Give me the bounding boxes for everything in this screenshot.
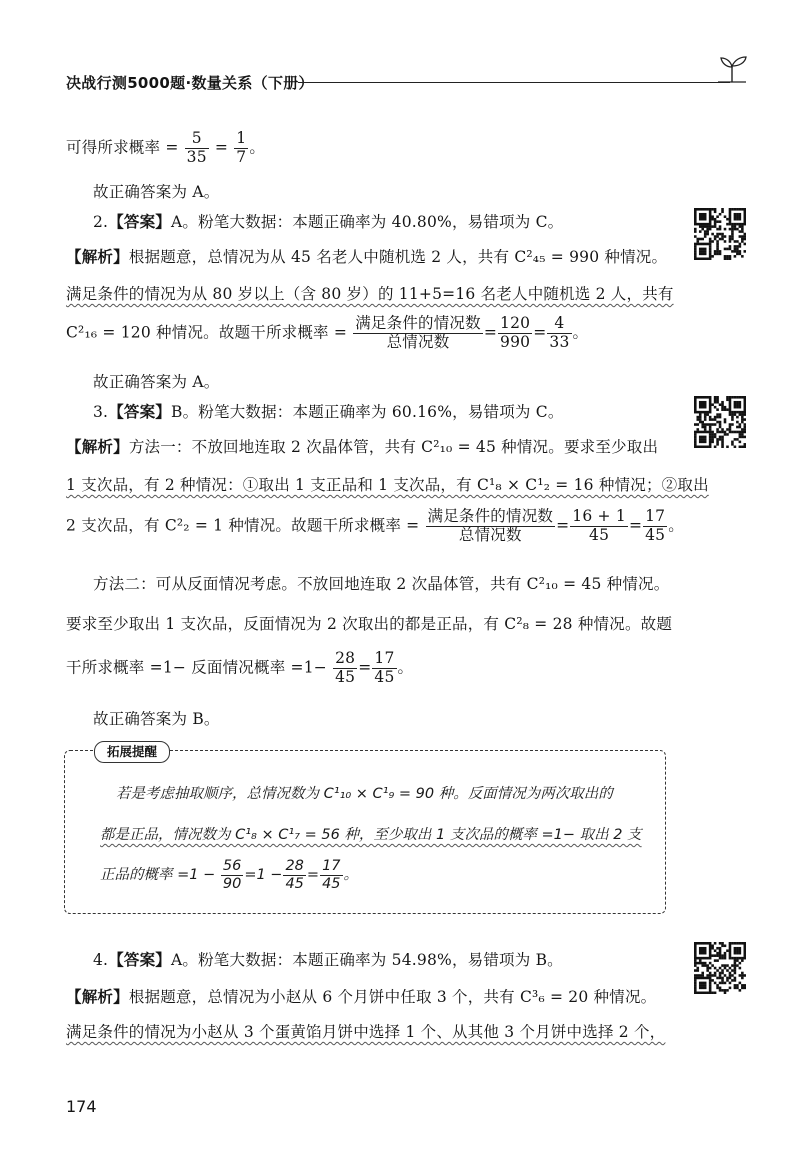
fraction: $\frac{\text{满足条件的情况数}}{\text{总情况数}}$: [427, 507, 554, 544]
fraction: $\frac{1}{7}$: [236, 129, 247, 166]
fraction: $\frac{17}{45}$: [322, 858, 341, 892]
fraction: $\frac{16 + 1}{45}$: [572, 507, 626, 544]
note-line: 正品的概率 =1 − $\frac{56}{90}$ =1 − $\frac{28}{45}$ = $\frac{17}{45}$ 。: [100, 858, 359, 892]
q4-analysis-line: 满足条件的情况为小赵从 3 个蛋黄馅月饼中选择 1 个、从其他 3 个月饼中选择 2 个，: [66, 1023, 666, 1041]
page-number: 174: [66, 1097, 97, 1116]
q3-analysis-line: 干所求概率 =1− 反面情况概率 =1− $\frac{28}{45}$ = $\frac{17}{45}$ 。: [66, 649, 414, 686]
fraction: $\frac{4}{33}$: [549, 314, 570, 351]
fraction: $\frac{120}{990}$: [500, 314, 531, 351]
q3-analysis-line: 要求至少取出 1 支次品，反面情况为 2 次取出的都是正品，有 C²₈ = 28 种情况。故题: [66, 615, 673, 633]
q3-answer-head: 3.【答案】B。粉笔大数据：本题正确率为 60.16%，易错项为 C。: [93, 402, 564, 421]
answer-line: 故正确答案为 A。: [93, 373, 220, 391]
note-line: 都是正品，情况数为 C¹₈ × C¹₇ = 56 种，至少取出 1 支次品的概率 =1− 取出 2 支: [100, 827, 642, 843]
q2-answer-head: 2.【答案】A。粉笔大数据：本题正确率为 40.80%，易错项为 C。: [93, 212, 564, 231]
qr-code-icon[interactable]: [694, 396, 746, 448]
fraction: $\frac{\text{满足条件的情况数}}{\text{总情况数}}$: [355, 314, 481, 351]
q2-analysis-line: C²₁₆ = 120 种情况。故题干所求概率 = $\frac{\text{满足条件的情况数}}{\text{总情况数}}$ = $\frac{120}{990}$ = $\frac{4}{33}$ 。: [66, 314, 589, 351]
fraction: $\frac{17}{45}$: [645, 507, 666, 544]
q3-analysis-line: 1 支次品，有 2 种情况：①取出 1 支正品和 1 支次品，有 C¹₈ × C¹₂ = 16 种情况；②取出: [66, 476, 709, 494]
fraction: $\frac{5}{35}$: [186, 129, 207, 166]
qr-code-icon[interactable]: [694, 942, 746, 994]
q3-analysis-line: 2 支次品，有 C²₂ = 1 种情况。故题干所求概率 = $\frac{\text{满足条件的情况数}}{\text{总情况数}}$ = $\frac{16 + 1}{45}$ = $\frac{17}{45}$ 。: [66, 507, 684, 544]
fraction: $\frac{28}{45}$: [285, 858, 304, 892]
q2-analysis-line: 满足条件的情况为从 80 岁以上（含 80 岁）的 11+5=16 名老人中随机选 2 人，共有: [66, 285, 674, 303]
sprout-icon: [716, 54, 750, 84]
fraction: $\frac{17}{45}$: [374, 649, 395, 686]
qr-code-icon[interactable]: [694, 208, 746, 260]
q4-answer-head: 4.【答案】A。粉笔大数据：本题正确率为 54.98%，易错项为 B。: [93, 950, 563, 969]
q4-analysis-line: 【解析】根据题意，总情况为小赵从 6 个月饼中任取 3 个，共有 C³₆ = 20 种情况。: [66, 987, 657, 1006]
fraction: $\frac{56}{90}$: [222, 858, 242, 892]
text-line: 可得所求概率 = $\frac{5}{35}$ = $\frac{1}{7}$ 。: [66, 129, 266, 166]
q3-analysis-line: 方法二：可从反面情况考虑。不放回地连取 2 次晶体管，共有 C²₁₀ = 45 种情况。: [93, 575, 670, 593]
answer-line: 故正确答案为 A。: [93, 183, 220, 201]
running-header: 决战行测5000题·数量关系（下册）: [66, 74, 314, 92]
note-line: 若是考虑抽取顺序，总情况数为 C¹₁₀ × C¹₉ = 90 种。反面情况为两次取出的: [116, 786, 613, 802]
q3-analysis-line: 【解析】方法一：不放回地连取 2 次晶体管，共有 C²₁₀ = 45 种情况。要求至少取出: [66, 437, 659, 456]
note-tag: 拓展提醒: [94, 741, 170, 763]
header-rule: [298, 82, 730, 83]
answer-line: 故正确答案为 B。: [93, 710, 220, 728]
q2-analysis-line: 【解析】根据题意，总情况为从 45 名老人中随机选 2 人，共有 C²₄₅ = 990 种情况。: [66, 247, 668, 266]
fraction: $\frac{28}{45}$: [335, 649, 356, 686]
